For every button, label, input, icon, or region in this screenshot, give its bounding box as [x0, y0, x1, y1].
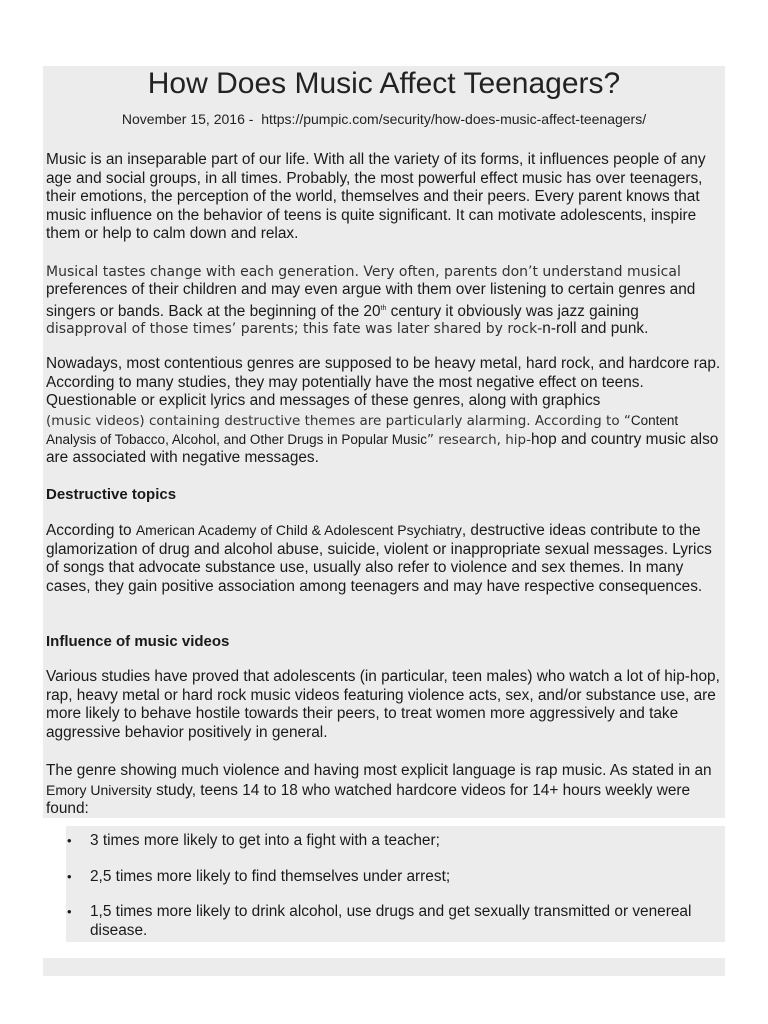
- emory-link[interactable]: Emory University: [46, 781, 152, 798]
- heading-music-videos: Influence of music videos: [46, 633, 230, 650]
- article-meta: [43, 110, 725, 128]
- meta-separator: -: [244, 111, 262, 127]
- paragraph-videos: Various studies have proved that adolescents (in particular, teen males) who watch a lot of hip-hop, rap, heavy metal or hard rock music videos featuring violence acts, sex, and/or substance use, are more likely to behave hostile towards their peers, to treat women more aggressively and take aggressive behavior positively in general.: [46, 668, 720, 741]
- destructive-a: According to: [46, 522, 136, 539]
- aacap-link[interactable]: American Academy of Child & Adolescent Psychiatry: [135, 522, 462, 538]
- tastes-text: preferences of their children and may even argue with them over listening to certain genres and singers or bands. Back at the beginning of the 20: [46, 281, 696, 320]
- destructive-c: , destructive ideas contribute to the glamorization of drug and alcohol abuse, suicide, violent or inappropriate sexual messages. Lyrics of songs that advocate substance use, usually also refer to violence and sex themes. In many cases, they gain positive association among teenagers and may have respective consequences.: [46, 522, 712, 595]
- rap-c: study, teens 14 to 18 who watched hardcore videos for 14+ hours weekly were found:: [46, 781, 691, 817]
- article-date: November 15, 2016: [121, 111, 245, 127]
- paragraph-intro: Music is an inseparable part of our life. With all the variety of its forms, it influences people of any age and social groups, in all times. Probably, the most powerful effect music has over teenagers, their emotions, the perception of the world, themselves and their peers. Every parent knows that music influence on the behavior of teens is quite significant. It can motivate adolescents, inspire them or help to calm down and relax.: [46, 151, 706, 242]
- tastes-last-b: n-roll and punk.: [542, 320, 649, 337]
- genres-line-end: hop and country music also are associated with negative messages.: [46, 430, 719, 466]
- findings-list: [66, 832, 716, 957]
- rap-a: The genre showing much violence and having most explicit language is rap music. As stated in an: [46, 762, 712, 779]
- list-item: • 1,5 times more likely to drink alcohol, use drugs and get sexually transmitted or venereal disease.: [66, 903, 716, 940]
- list-item: • 2,5 times more likely to find themselves under arrest;: [66, 868, 716, 887]
- content-analysis-link[interactable]: Content Analysis of Tobacco, Alcohol, and Other Drugs in Popular Music: [46, 413, 679, 447]
- article-url[interactable]: https://pumpic.com/security/how-does-music-affect-teenagers/: [261, 111, 647, 127]
- list-item: • 3 times more likely to get into a fight with a teacher;: [66, 832, 716, 851]
- footer-background-panel: [43, 958, 725, 976]
- paragraph-genres-body: Nowadays, most contentious genres are supposed to be heavy metal, hard rock, and hardcore rap. According to many studies, they may potentially have the most negative effect on teens. Questionable or explicit lyrics and messages of these genres, along with graphics: [46, 355, 721, 409]
- paragraph-tastes-last: [46, 320, 722, 339]
- article-title: How Does Music Affect Teenagers?: [147, 67, 621, 100]
- paragraph-tastes-line1: Musical tastes change with each generation. Very often, parents don’t understand musical: [46, 264, 681, 280]
- ordinal-suffix: th: [380, 304, 387, 312]
- paragraph-destructive: [46, 521, 722, 596]
- heading-destructive-topics: Destructive topics: [46, 486, 177, 503]
- paragraph-genres-line4: [46, 412, 722, 468]
- paragraph-rap: [46, 762, 722, 819]
- tastes-last-a: disapproval of those times’ parents; this fate was later shared by rock-: [46, 321, 543, 337]
- genres-line-research: ” research, hip-: [426, 431, 531, 448]
- paragraph-tastes-body: [46, 281, 722, 321]
- tastes-text-cont: century it obviously was jazz gaining: [386, 302, 639, 320]
- genres-line4-a: (music videos) containing destructive themes are particularly alarming. According to “: [46, 413, 631, 429]
